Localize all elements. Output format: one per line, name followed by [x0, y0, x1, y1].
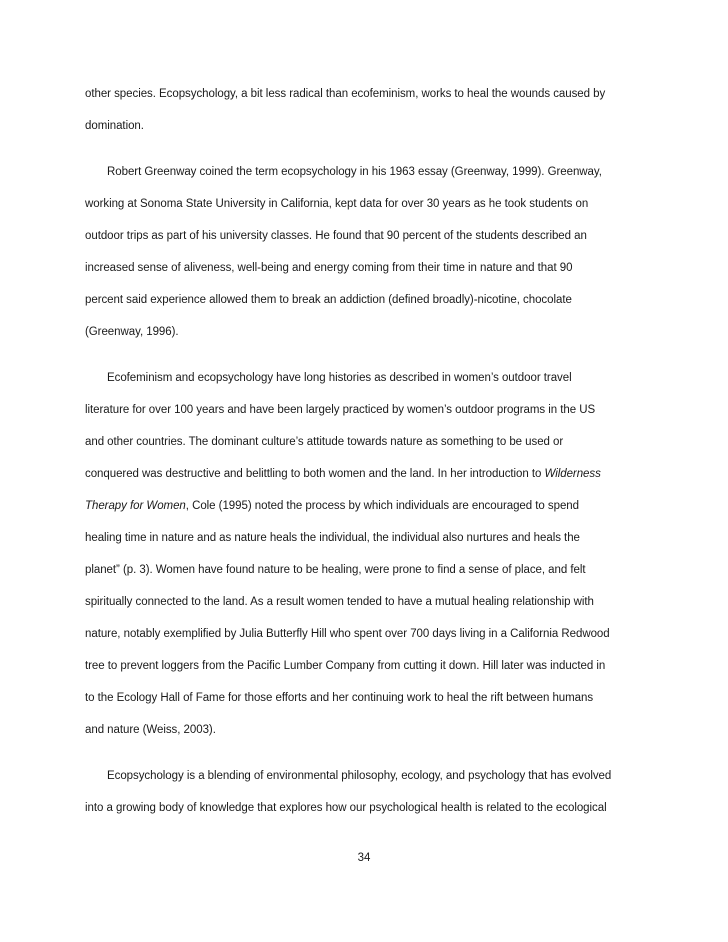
text-line: (Greenway, 1996).: [85, 326, 179, 338]
text-line: Ecopsychology is a blending of environmental philosophy, ecology, and psychology that has evolved: [107, 770, 612, 782]
text-line: outdoor trips as part of his university classes. He found that 90 percent of the students described an: [85, 230, 587, 242]
text-line: working at Sonoma State University in California, kept data for over 30 years as he took students on: [85, 198, 589, 210]
text-line: to the Ecology Hall of Fame for those efforts and her continuing work to heal the rift between humans: [85, 692, 594, 704]
text-line: [85, 467, 601, 481]
text-line: domination.: [85, 120, 144, 132]
text-run: conquered was destructive and belittling to both women and the land. In her introduction to: [85, 468, 545, 480]
text-line: increased sense of aliveness, well-being and energy coming from their time in nature and that 90: [85, 262, 573, 274]
text-line: and nature (Weiss, 2003).: [85, 724, 216, 736]
text-line: literature for over 100 years and have been largely practiced by women’s outdoor programs in the US: [85, 404, 596, 416]
text-line: Robert Greenway coined the term ecopsychology in his 1963 essay (Greenway, 1999). Greenway,: [107, 166, 602, 178]
book-title-italic: Therapy for Women: [85, 500, 186, 512]
text-line: and other countries. The dominant culture’s attitude towards nature as something to be used or: [85, 436, 564, 448]
book-title-italic: Wilderness: [544, 468, 601, 480]
text-run: , Cole (1995) noted the process by which individuals are encouraged to spend: [185, 500, 579, 512]
text-line: Ecofeminism and ecopsychology have long histories as described in women’s outdoor travel: [107, 372, 572, 384]
text-line: healing time in nature and as nature heals the individual, the individual also nurtures and heals the: [85, 532, 580, 544]
text-line: into a growing body of knowledge that explores how our psychological health is related to the ecological: [85, 802, 607, 814]
text-line: [85, 499, 579, 513]
text-line: planet” (p. 3). Women have found nature to be healing, were prone to find a sense of place, and felt: [85, 564, 586, 576]
text-line: nature, notably exemplified by Julia Butterfly Hill who spent over 700 days living in a California Redwood: [85, 628, 610, 640]
text-line: spiritually connected to the land. As a result women tended to have a mutual healing relationship with: [85, 596, 594, 608]
text-line: other species. Ecopsychology, a bit less radical than ecofeminism, works to heal the wounds caused by: [85, 88, 606, 100]
text-line: tree to prevent loggers from the Pacific Lumber Company from cutting it down. Hill later was inducted in: [85, 660, 606, 672]
text-line: percent said experience allowed them to break an addiction (defined broadly)-nicotine, chocolate: [85, 294, 572, 306]
page-number: 34: [357, 852, 371, 864]
